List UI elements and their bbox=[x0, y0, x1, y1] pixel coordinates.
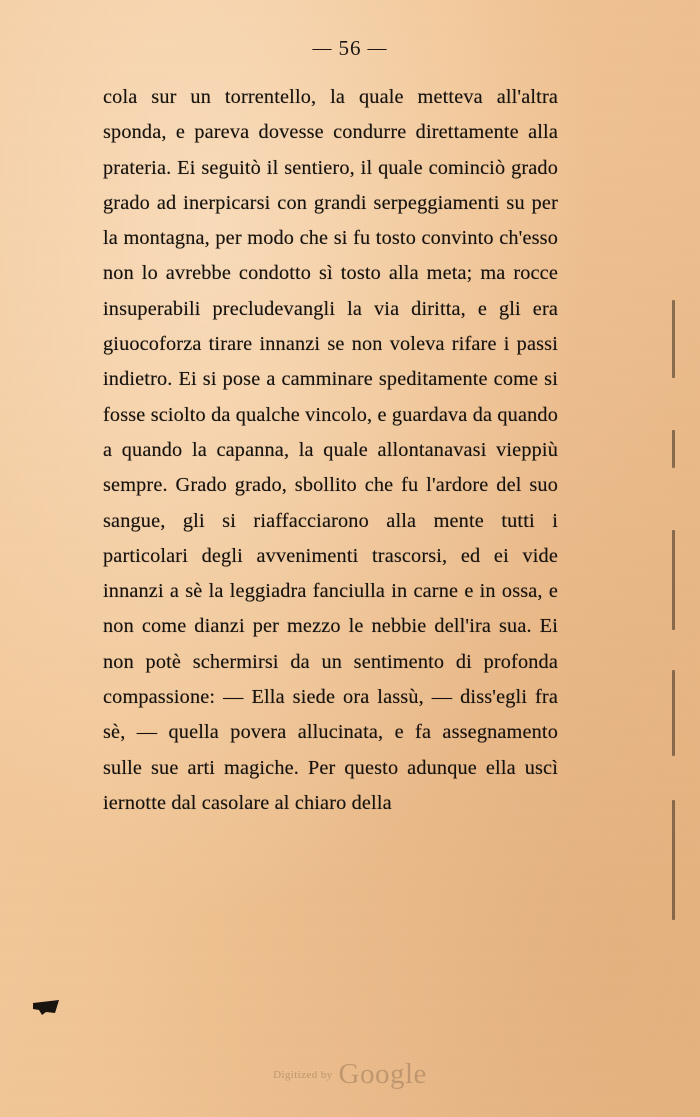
page-body-text bbox=[103, 80, 558, 821]
body-paragraph: cola sur un torrentello, la quale metteva all'altra sponda, e pareva dovesse condurre direttamente alla prateria. Ei seguitò il sentiero, il quale cominciò grado grado ad inerpicarsi con grandi serpeggiamenti su per la montagna, per modo che si fu tosto convinto ch'esso non lo avrebbe condotto sì tosto alla meta; ma rocce insuperabili precludevangli la via diritta, e gli era giuocoforza tirare innanzi se non voleva rifare i passi indietro. Ei si pose a camminare speditamente come si fosse sciolto da qualche vincolo, e guardava da quando a quando la capanna, la quale allontanavasi vieppiù sempre. Grado grado, sbollito che fu l'ardore del suo sangue, gli si riaffacciarono alla mente tutti i particolari degli avvenimenti trascorsi, ed ei vide innanzi a sè la leggiadra fanciulla in carne e in ossa, e non come dianzi per mezzo le nebbie dell'ira sua. Ei non potè schermirsi da un sentimento di profonda compassione: — Ella siede ora lassù, — diss'egli fra sè, — quella povera allucinata, e fa assegnamento sulle sue arti magiche. Per questo adunque ella uscì iernotte dal casolare al chiaro della bbox=[103, 86, 558, 814]
page-number-header bbox=[0, 36, 700, 61]
scan-corner-artifact bbox=[33, 1000, 61, 1016]
digitization-watermark bbox=[0, 1058, 700, 1091]
page-number-value: 56 bbox=[338, 36, 362, 60]
google-wordmark: Google bbox=[338, 1058, 427, 1090]
page-number-suffix-dash: — bbox=[367, 38, 388, 59]
scan-edge-marks bbox=[672, 300, 676, 960]
digitized-by-label: Digitized by bbox=[273, 1068, 333, 1081]
page-number-prefix-dash: — bbox=[312, 38, 333, 59]
